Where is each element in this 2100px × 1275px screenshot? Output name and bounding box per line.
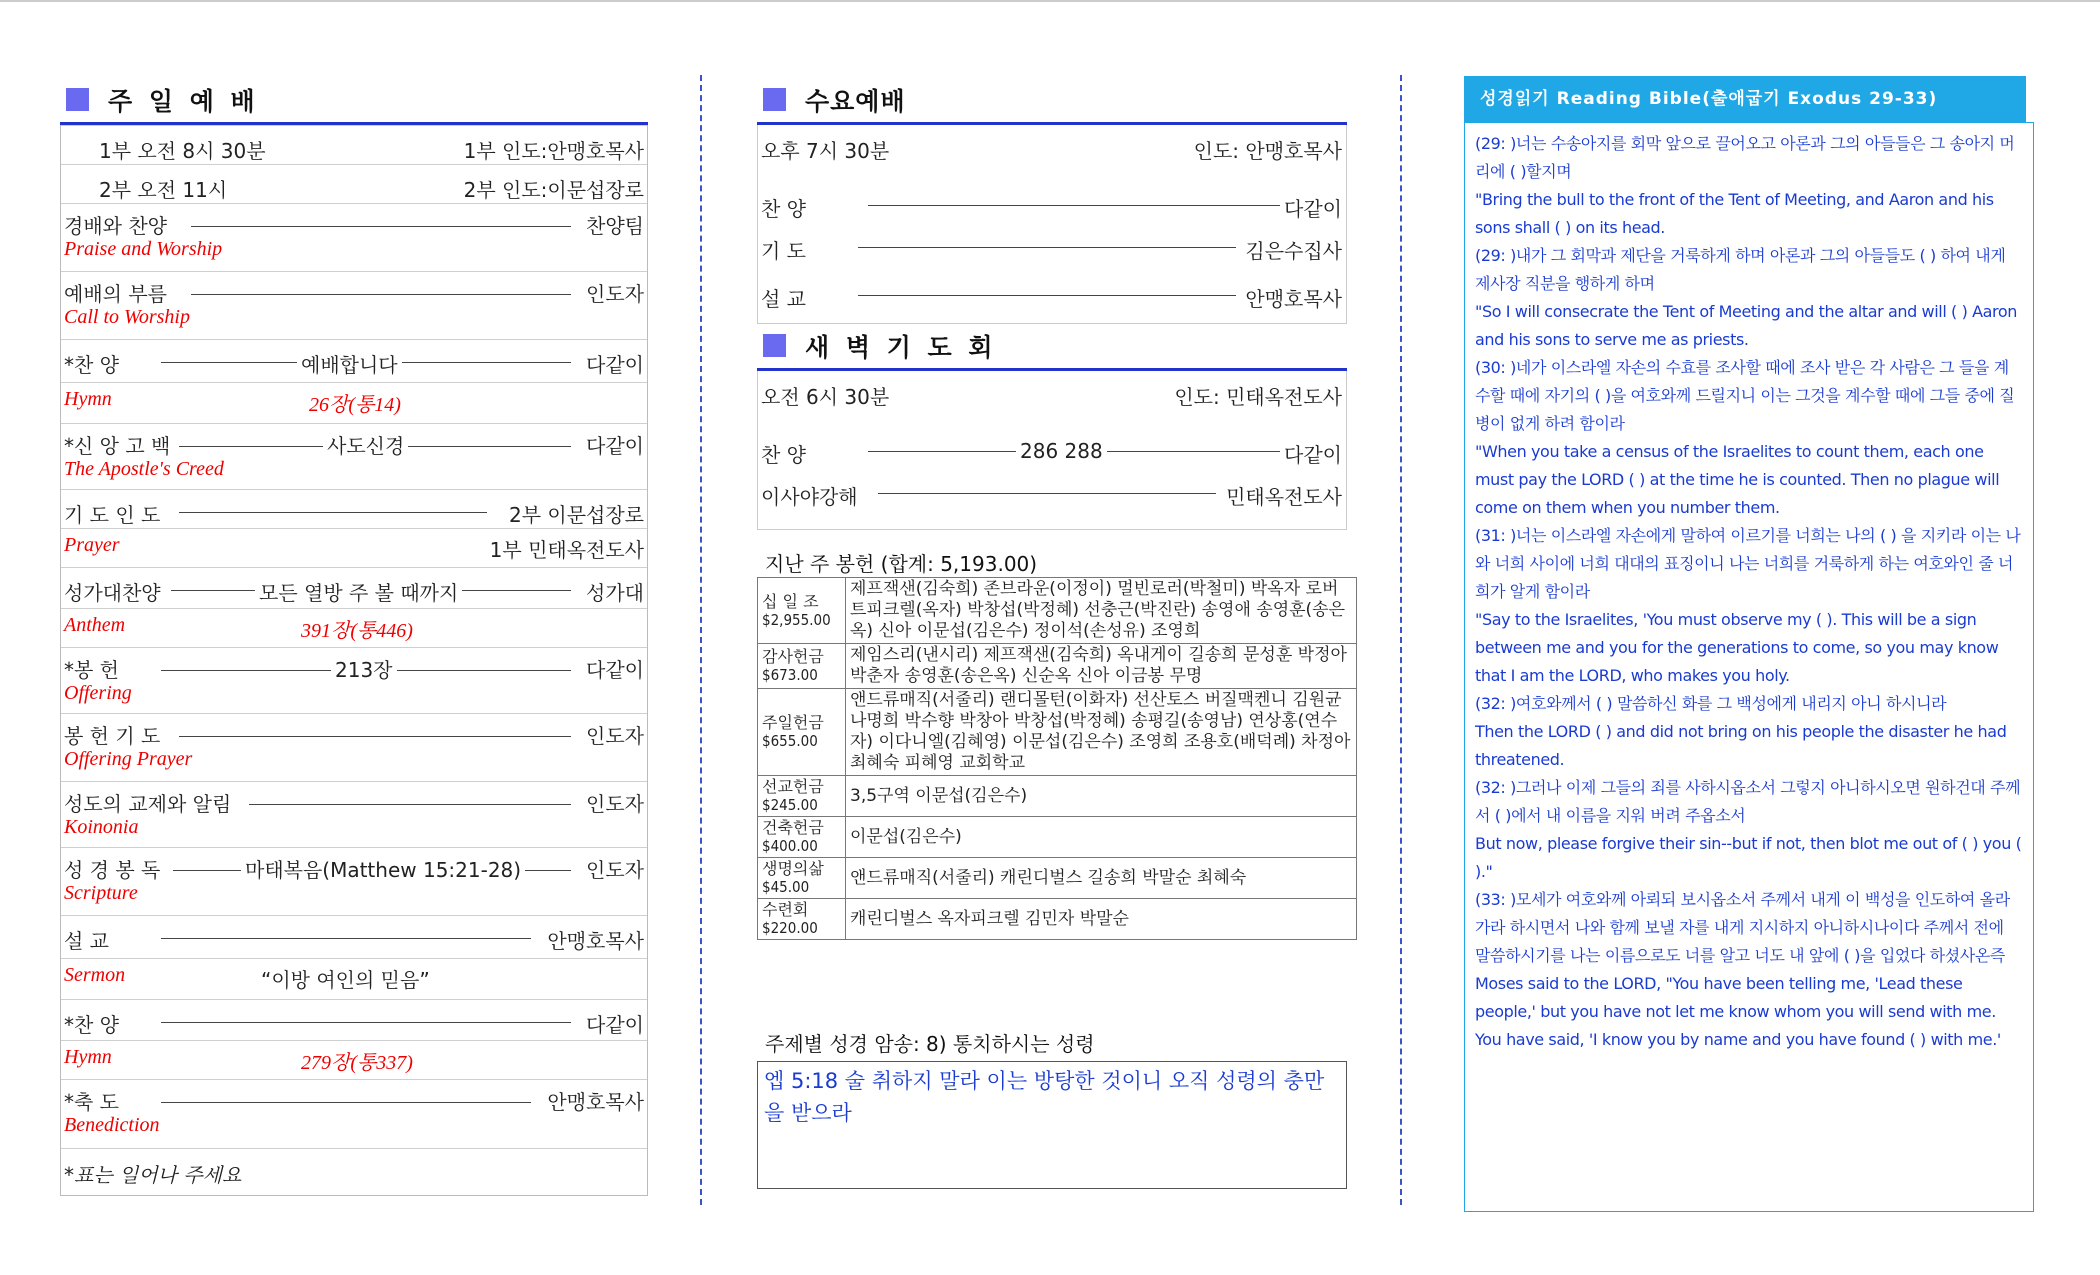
- benediction-en: Benediction: [64, 1114, 160, 1136]
- prayer-label: 기 도 인 도: [64, 503, 161, 527]
- column-divider: [700, 75, 702, 1205]
- offering-row: [758, 899, 1357, 940]
- offering-names: 캐린디벌스 옥자피크렐 김민자 박말순: [846, 899, 1357, 940]
- wednesday-leader: 인도: 안맹호목사: [1190, 135, 1342, 164]
- offering-prayer-en: Offering Prayer: [64, 748, 193, 770]
- service1-row: [61, 125, 647, 164]
- creed-en: The Apostle's Creed: [64, 458, 224, 480]
- scripture-passage: 마태복음(Matthew 15:21-28): [241, 854, 525, 883]
- reading-korean-verse: (29: )너는 수송아지를 회막 앞으로 끌어오고 아론과 그의 아들들은 그 송아지 머리에 ( )할지며: [1475, 134, 2015, 181]
- wednesday-box: [757, 125, 1347, 324]
- offering-prayer-label: 봉 헌 기 도: [64, 724, 161, 748]
- leader-line: [191, 226, 571, 227]
- offering-names: 이문섭(김은수): [846, 817, 1357, 858]
- offering-type-cell: [758, 689, 846, 776]
- sermon-en-row: [61, 958, 647, 999]
- square-bullet-icon: [763, 334, 786, 357]
- benediction-row: [61, 1079, 647, 1148]
- memory-verse-box: [757, 1061, 1347, 1189]
- offering-amount: $655.00: [762, 732, 818, 750]
- offering-amount: $45.00: [762, 878, 810, 896]
- benediction-label: *축 도: [64, 1090, 119, 1114]
- anthem-by: 성가대: [582, 577, 644, 606]
- creed-label: *신 앙 고 백: [64, 434, 171, 458]
- dawn-box: [757, 371, 1347, 530]
- offering-names: 앤드류매직(서줄리) 캐린디벌스 길송희 박말순 최혜숙: [846, 858, 1357, 899]
- call-row: [61, 271, 647, 339]
- prayer-by-1: 1부 민태옥전도사: [489, 538, 644, 562]
- offering-row: [758, 776, 1357, 817]
- creed-title: 사도신경: [323, 430, 408, 459]
- praise-by: 찬양팀: [582, 210, 644, 239]
- offering-row: [758, 858, 1357, 899]
- wednesday-praise-row: [758, 183, 1346, 225]
- leader-line: [161, 1102, 531, 1103]
- wednesday-praise-by: 다같이: [1280, 193, 1342, 222]
- leader-line: [878, 493, 1216, 494]
- wednesday-sermon-row: [758, 273, 1346, 321]
- sermon-row: [61, 915, 647, 958]
- top-border: [0, 0, 2100, 2]
- offerings-table: [757, 577, 1357, 940]
- memory-verse-text: 엡 5:18 술 취하지 말라 이는 방탕한 것이니 오직 성령의 충만을 받으라: [764, 1069, 1325, 1125]
- offering-type-cell: [758, 899, 846, 940]
- dawn-isaiah-row: [758, 471, 1346, 519]
- offering-label: *봉 헌: [64, 658, 119, 682]
- offering-row: [758, 817, 1357, 858]
- leader-line: [249, 804, 571, 805]
- sermon-by: 안맹호목사: [543, 925, 644, 954]
- wednesday-sermon-by: 안맹호목사: [1241, 283, 1342, 312]
- dawn-time-row: [758, 371, 1346, 429]
- leader-line: [179, 512, 487, 513]
- dawn-leader: 인도: 민태옥전도사: [1170, 381, 1342, 410]
- hymn1-en-row: [61, 382, 647, 423]
- service2-row: [61, 164, 647, 203]
- reading-korean-verse: (33: )모세가 여호와께 아뢰되 보시옵소서 주께서 내게 이 백성을 인도하여 올라가라 하시면서 나와 함께 보낼 자를 내게 지시하지 아니하시나이다 주께서 전에 말씀하시기를 나는 이름으로도 너를 알고 너도 내 앞에 ( )을 입었다 하셨사온즉: [1475, 890, 2010, 965]
- sermon-en: Sermon: [64, 964, 126, 986]
- offering-type: 주일헌금: [762, 713, 824, 732]
- dawn-header: [757, 328, 1347, 371]
- reading-english-verse: Moses said to the LORD, "You have been telling me, 'Lead these people,' but you have not let me know whom you will send with me. You have said, 'I know you by name and you have found ( ) with me.': [1475, 974, 2001, 1049]
- reading-bible-body: [1464, 122, 2034, 1212]
- reading-korean-verse: (30: )네가 이스라엘 자손의 수효를 조사할 때에 조사 받은 각 사람은 그 들을 계수할 때에 자기의 ( )을 여호와께 드릴지니 이는 그것을 계수할 때에 그들 중에 질병이 없게 하려 함이라: [1475, 358, 2015, 433]
- reading-bible-title: 성경읽기 Reading Bible(출애굽기 Exodus 29-33): [1480, 89, 1938, 109]
- offering-row: [758, 644, 1357, 689]
- reading-english-verse: "Say to the Israelites, 'You must observe my ( ). This will be a sign between me and you for the generations to come, so you may know that I am the LORD, who makes you holy.: [1475, 610, 1999, 685]
- sermon-title: “이방 여인의 믿음”: [261, 968, 430, 992]
- offering-amount: $245.00: [762, 796, 818, 814]
- koinonia-en: Koinonia: [64, 816, 139, 838]
- leader-line: [868, 205, 1286, 206]
- memory-verse-title: 주제별 성경 암송: 8) 통치하시는 성령: [765, 1032, 1095, 1056]
- sunday-order: [60, 125, 648, 1196]
- wednesday-title: 수요예배: [805, 87, 906, 116]
- hymn1-title: 예배합니다: [297, 349, 402, 378]
- anthem-row: [61, 567, 647, 608]
- standing-note-row: [61, 1148, 647, 1195]
- call-label: 예배의 부름: [64, 282, 167, 306]
- hymn2-by: 다같이: [582, 1009, 644, 1038]
- offering-type: 건축헌금: [762, 818, 824, 837]
- offering-by: 다같이: [582, 654, 644, 683]
- leader-line: [858, 295, 1236, 296]
- dawn-praise-label: 찬 양: [761, 439, 812, 468]
- anthem-label: 성가대찬양: [64, 581, 161, 605]
- hymn1-row: [61, 339, 647, 382]
- service2-time: 2부 오전 11시: [99, 178, 228, 202]
- reading-bible-section: [1464, 76, 2034, 1212]
- service1-leader: 1부 인도:안맹호목사: [460, 135, 644, 164]
- praise-label: 경배와 찬양: [64, 214, 167, 238]
- leader-line: [191, 294, 571, 295]
- offering-type-cell: [758, 776, 846, 817]
- leader-line: [161, 1022, 571, 1023]
- creed-row: [61, 423, 647, 489]
- reading-korean-verse: (32: )그러나 이제 그들의 죄를 사하시옵소서 그렇지 아니하시오면 원하건대 주께서 ( )에서 내 이름을 지워 버려 주옵소서: [1475, 778, 2021, 825]
- offering-hymn: 213장: [331, 654, 397, 683]
- offering-row: [61, 647, 647, 713]
- hymn2-en: Hymn: [64, 1046, 112, 1068]
- praise-row: [61, 203, 647, 271]
- reading-english-verse: Then the LORD ( ) and did not bring on his people the disaster he had threatened.: [1475, 722, 2007, 769]
- offering-amount: $220.00: [762, 919, 818, 937]
- wednesday-time: 오후 7시 30분: [761, 135, 895, 164]
- prayer-en: Prayer: [64, 534, 120, 556]
- wednesday-prayer-by: 김은수집사: [1241, 235, 1342, 264]
- anthem-en-row: [61, 608, 647, 647]
- sermon-label: 설 교: [64, 929, 109, 953]
- reading-english-verse: "Bring the bull to the front of the Tent of Meeting, and Aaron and his sons shall ( ) on its head.: [1475, 190, 1994, 237]
- offering-names: 앤드류매직(서줄리) 랜디몰턴(이화자) 선산토스 버질맥켄니 김원균 나명희 박수향 박창아 박창섭(박정혜) 송평길(송영남) 연상홍(연수자) 이다니엘(김혜영) 이문섭(김은수) 조영희 조용호(배덕례) 차정아 최혜숙 피혜영 교회학교: [846, 689, 1357, 776]
- hymn2-row: [61, 999, 647, 1040]
- sunday-service-section: [60, 82, 648, 1196]
- call-en: Call to Worship: [64, 306, 190, 328]
- prayer-by-2: 2부 이문섭장로: [505, 499, 644, 528]
- scripture-row: [61, 847, 647, 915]
- offering-names: 3,5구역 이문섭(김은수): [846, 776, 1357, 817]
- dawn-isaiah-by: 민태옥전도사: [1222, 481, 1342, 510]
- hymn1-number: 26장(통14): [309, 394, 401, 416]
- anthem-title: 모든 열방 주 볼 때까지: [255, 577, 462, 606]
- hymn1-label: *찬 양: [64, 353, 119, 377]
- offering-type-cell: [758, 817, 846, 858]
- sunday-header: [60, 82, 648, 125]
- wednesday-time-row: [758, 125, 1346, 183]
- leader-line: [858, 247, 1236, 248]
- offering-type: 선교헌금: [762, 777, 824, 796]
- dawn-praise-hymns: 286 288: [1016, 439, 1107, 463]
- praise-en: Praise and Worship: [64, 238, 223, 260]
- reading-korean-verse: (32: )여호와께서 ( ) 말씀하신 화를 그 백성에게 내리지 아니 하시니라: [1475, 694, 1947, 713]
- koinonia-label: 성도의 교제와 알림: [64, 792, 232, 816]
- offering-en: Offering: [64, 682, 132, 704]
- reading-english-verse: But now, please forgive their sin--but if not, then blot me out of ( ) you ( ).": [1475, 834, 2022, 881]
- dawn-praise-by: 다같이: [1280, 439, 1342, 468]
- reading-korean-verse: (29: )내가 그 회막과 제단을 거룩하게 하며 아론과 그의 아들들도 ( ) 하여 내게 제사장 직분을 행하게 하며: [1475, 246, 2006, 293]
- hymn2-label: *찬 양: [64, 1013, 119, 1037]
- benediction-by: 안맹호목사: [543, 1086, 644, 1115]
- offering-type: 감사헌금: [762, 647, 824, 666]
- offering-amount: $400.00: [762, 837, 818, 855]
- offering-type: 십 일 조: [762, 591, 819, 611]
- dawn-title: 새 벽 기 도 회: [805, 333, 997, 362]
- koinonia-row: [61, 781, 647, 847]
- leader-line: [179, 736, 571, 737]
- offering-type-cell: [758, 644, 846, 689]
- offering-names: 제임스리(낸시리) 제프잭샌(김숙희) 옥내게이 길송희 문성훈 박정아 박춘자 송영훈(송은옥) 신순옥 신아 이금봉 무명: [846, 644, 1357, 689]
- offering-prayer-row: [61, 713, 647, 781]
- anthem-number: 391장(통446): [301, 620, 413, 642]
- reading-bible-header: [1464, 76, 2026, 122]
- offering-names: 제프잭샌(김숙희) 존브라운(이정이) 멀빈로러(박철미) 박옥자 로버트피크렐(옥자) 박창섭(박정혜) 선충근(박진란) 송영애 송영훈(송은옥) 신아 이문섭(김은수) 정이석(손성유) 조영희: [846, 578, 1357, 644]
- hymn1-en: Hymn: [64, 388, 112, 410]
- column-divider: [1400, 75, 1402, 1205]
- offering-type-cell: [758, 578, 846, 644]
- offering-type: 수련회: [762, 900, 809, 919]
- square-bullet-icon: [763, 88, 786, 111]
- dawn-isaiah-label: 이사야강해: [761, 481, 864, 510]
- leader-line: [161, 938, 531, 939]
- square-bullet-icon: [66, 88, 89, 111]
- reading-english-verse: "So I will consecrate the Tent of Meeting and the altar and will ( ) Aaron and his sons to serve me as priests.: [1475, 302, 2018, 349]
- dawn-time: 오전 6시 30분: [761, 381, 895, 410]
- dawn-praise-row: [758, 429, 1346, 471]
- sunday-title: 주 일 예 배: [108, 87, 259, 116]
- scripture-en: Scripture: [64, 882, 138, 904]
- wednesday-sermon-label: 설 교: [761, 283, 812, 312]
- offering-row: [758, 578, 1357, 644]
- hymn2-en-row: [61, 1040, 647, 1079]
- koinonia-by: 인도자: [582, 788, 644, 817]
- offering-row: [758, 689, 1357, 776]
- anthem-en: Anthem: [64, 614, 126, 636]
- offering-type: 생명의삶: [762, 859, 824, 878]
- reading-korean-verse: (31: )너는 이스라엘 자손에게 말하여 이르기를 너희는 나의 ( ) 을 지키라 이는 나와 너희 사이에 너희 대대의 표징이니 나는 너희를 거룩하게 하는 여호와인 줄 너희가 알게 함이라: [1475, 526, 2021, 601]
- offering-type-cell: [758, 858, 846, 899]
- standing-note: *표는 일어나 주세요: [64, 1163, 242, 1187]
- offering-amount: $2,955.00: [762, 610, 831, 629]
- service2-leader: 2부 인도:이문섭장로: [460, 174, 644, 203]
- offerings-title: 지난 주 봉헌 (합계: 5,193.00): [765, 552, 1038, 576]
- scripture-label: 성 경 봉 독: [64, 858, 161, 882]
- wednesday-header: [757, 82, 1347, 125]
- service1-time: 1부 오전 8시 30분: [99, 139, 266, 163]
- prayer-en-row: [61, 528, 647, 567]
- offering-prayer-by: 인도자: [582, 720, 644, 749]
- prayer-row: [61, 489, 647, 528]
- reading-english-verse: "When you take a census of the Israelites to count them, each one must pay the LORD ( ) at the time he is counted. Then no plague will come on them when you number them.: [1475, 442, 2000, 517]
- hymn1-by: 다같이: [582, 349, 644, 378]
- creed-by: 다같이: [582, 430, 644, 459]
- hymn2-number: 279장(통337): [301, 1052, 413, 1074]
- scripture-by: 인도자: [582, 854, 644, 883]
- call-by: 인도자: [582, 278, 644, 307]
- wednesday-prayer-label: 기 도: [761, 235, 812, 264]
- wednesday-praise-label: 찬 양: [761, 193, 812, 222]
- weekday-section: [757, 82, 1351, 1189]
- wednesday-prayer-row: [758, 225, 1346, 273]
- offering-amount: $673.00: [762, 666, 818, 684]
